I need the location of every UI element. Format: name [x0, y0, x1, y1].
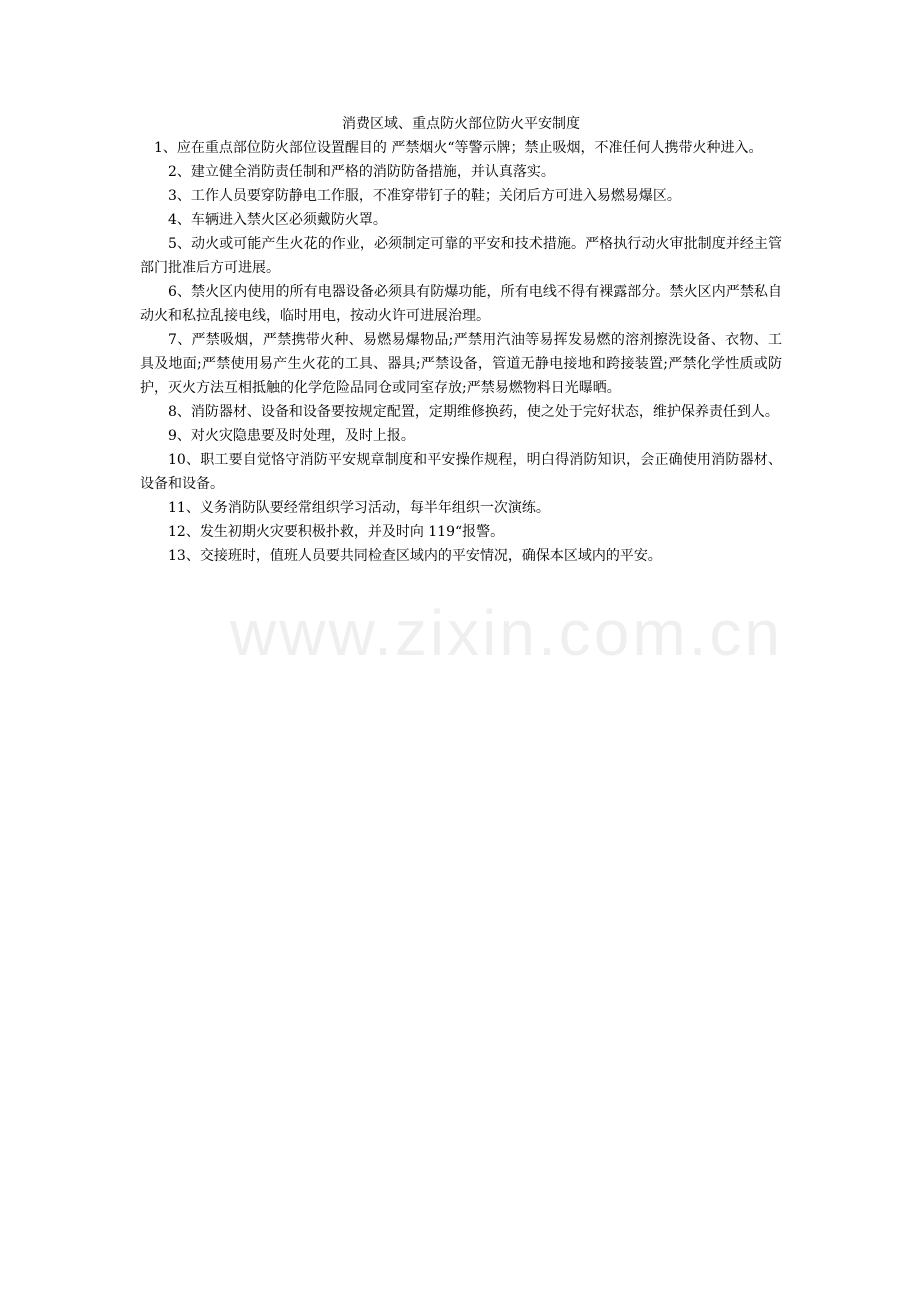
clause-3: 3、工作人员要穿防静电工作服，不准穿带钉子的鞋；关闭后方可进入易燃易爆区。	[168, 188, 681, 204]
clause-6: 6、禁火区内使用的所有电器设备必须具有防爆功能，所有电线不得有裸露部分。禁火区内严禁私自动火和私拉乱接电线，临时用电，按动火许可进展治理。	[140, 284, 782, 324]
clause-5: 5、动火或可能产生火花的作业，必须制定可靠的平安和技术措施。严格执行动火审批制度并经主管部门批准后方可进展。	[140, 236, 782, 276]
clause-9: 9、对火灾隐患要及时处理，及时上报。	[168, 428, 415, 444]
watermark: www.zixin.com.cn	[230, 597, 783, 669]
document-title: 消费区域、重点防火部位防火平安制度	[342, 116, 580, 132]
document-body	[140, 112, 782, 568]
clause-4: 4、车辆进入禁火区必须戴防火罩。	[168, 212, 387, 228]
clause-1: 1、应在重点部位防火部位设置醒目的 严禁烟火“等警示牌；禁止吸烟，不准任何人携带火种进入。	[154, 140, 763, 156]
clause-7: 7、严禁吸烟，严禁携带火种、易燃易爆物品;严禁用汽油等易挥发易燃的溶剂擦洗设备、衣物、工具及地面;严禁使用易产生火花的工具、器具;严禁设备，管道无静电接地和跨接装置;严禁化学性质或防护，灭火方法互相抵触的化学危险品同仓或同室存放;严禁易燃物料日光曝晒。	[140, 332, 782, 396]
clause-2: 2、建立健全消防责任制和严格的消防防备措施，并认真落实。	[168, 164, 555, 180]
clause-11: 11、义务消防队要经常组织学习活动，每半年组织一次演练。	[168, 500, 550, 516]
clause-13: 13、交接班时，值班人员要共同检查区域内的平安情况，确保本区域内的平安。	[168, 548, 662, 564]
clause-12: 12、发生初期火灾要积极扑救，并及时向 119“报警。	[168, 524, 505, 540]
clause-8: 8、消防器材、设备和设备要按规定配置，定期维修换药，使之处于完好状态，维护保养责任到人。	[168, 404, 779, 420]
clause-10: 10、职工要自觉恪守消防平安规章制度和平安操作规程，明白得消防知识，会正确使用消防器材、设备和设备。	[140, 452, 782, 492]
